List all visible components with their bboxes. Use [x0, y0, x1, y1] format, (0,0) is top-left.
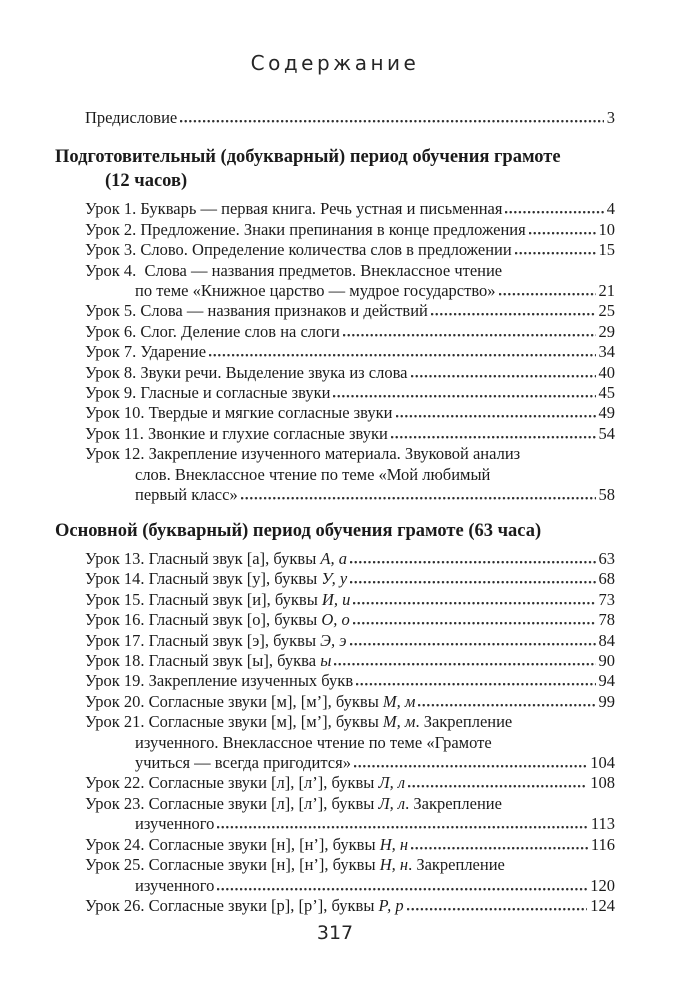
- entry-text: [85, 108, 177, 128]
- dot-leader: [408, 783, 587, 788]
- entry-text: [85, 199, 502, 219]
- entry-line: [85, 631, 615, 651]
- dot-leader: [431, 311, 596, 316]
- toc-entry: [85, 108, 615, 128]
- dot-leader: [418, 702, 595, 707]
- toc-entry: [85, 261, 615, 302]
- entry-page-number: 120: [590, 875, 615, 895]
- entry-text: [135, 733, 492, 753]
- entry-line: [85, 199, 615, 219]
- entry-text-italic: Л, л: [378, 773, 406, 793]
- dot-leader: [411, 845, 588, 850]
- entry-text-run: Урок 2. Предложение. Знаки препинания в конце предложения: [85, 219, 526, 239]
- dot-leader: [350, 559, 595, 564]
- entry-text: [135, 814, 214, 834]
- entry-text: [85, 444, 520, 464]
- toc-entry: [85, 610, 615, 630]
- entry-line: [85, 773, 615, 793]
- entry-line: [85, 896, 615, 916]
- entry-text: [85, 896, 404, 916]
- footer-page-number: 317: [316, 922, 354, 945]
- entry-text-run: по теме «Книжное царство — мудрое государство»: [135, 281, 496, 301]
- toc-entry: [85, 301, 615, 321]
- entry-text: [85, 712, 512, 732]
- dot-leader: [356, 681, 595, 686]
- entry-text-run: Урок 12. Закрепление изученного материала. Звуковой анализ: [85, 444, 521, 464]
- entry-page-number: 124: [590, 895, 615, 915]
- entry-text-run: Урок 5. Слова — названия признаков и действий: [85, 301, 428, 321]
- entry-page-number: 49: [598, 403, 615, 423]
- entry-page-number: 94: [598, 671, 615, 691]
- entry-line: [85, 424, 615, 444]
- toc-entry: [85, 590, 615, 610]
- entry-line: [85, 692, 615, 712]
- section-heading-line: [55, 170, 615, 194]
- dot-leader: [333, 393, 595, 398]
- dot-leader: [180, 118, 604, 123]
- entry-line: [85, 108, 615, 128]
- entry-text: [85, 220, 526, 240]
- dot-leader: [217, 824, 587, 829]
- entry-text: [85, 692, 415, 712]
- entry-page-number: 58: [598, 485, 615, 505]
- entry-line: [85, 671, 615, 691]
- entry-text: [85, 261, 502, 281]
- toc-entry: [85, 896, 615, 916]
- entry-line: [85, 261, 615, 281]
- toc-entry: [85, 199, 615, 219]
- entry-text: [85, 383, 330, 403]
- entry-text-run: Урок 11. Звонкие и глухие согласные звуки: [85, 423, 388, 443]
- dot-leader: [350, 641, 596, 646]
- dot-leader: [396, 413, 596, 418]
- entry-text-run: Урок 15. Гласный звук [и], буквы: [85, 589, 322, 609]
- toc-entry: [85, 671, 615, 691]
- entry-text-run: Урок 20. Согласные звуки [м], [м’], буквы: [85, 691, 383, 711]
- entry-text: [85, 671, 353, 691]
- entry-text-run: Урок 14. Гласный звук [у], буквы: [85, 569, 322, 589]
- entry-text: [85, 651, 331, 671]
- entry-page-number: 73: [598, 589, 615, 609]
- entry-text: [85, 342, 206, 362]
- entry-text: [135, 753, 351, 773]
- entry-line: [85, 465, 615, 485]
- entry-text-italic: М, м: [382, 712, 416, 732]
- entry-text: [85, 773, 405, 793]
- entry-page-number: 63: [598, 549, 615, 568]
- toc-entry: [85, 692, 615, 712]
- entry-text-run: Урок 8. Звуки речи. Выделение звука из слова: [85, 362, 408, 382]
- section-heading-text: [55, 146, 561, 170]
- toc-entry: [85, 651, 615, 671]
- dot-leader: [529, 230, 596, 235]
- entry-line: [85, 651, 615, 671]
- entry-text-run: Основной (букварный) период обучения грамоте (63 часа): [55, 520, 542, 541]
- entry-line: [85, 342, 615, 362]
- entry-line: [85, 322, 615, 342]
- entry-text: [85, 794, 502, 814]
- entry-text-run: Урок 23. Согласные звуки [л], [л’], буквы: [85, 793, 379, 813]
- entry-page-number: 78: [598, 610, 615, 630]
- entry-text-run: Урок 18. Гласный звук [ы], буква: [85, 651, 321, 671]
- entry-text-run: Урок 22. Согласные звуки [л], [л’], буквы: [85, 773, 379, 793]
- dot-leader: [241, 495, 596, 500]
- entry-text-italic: Н, н: [379, 834, 409, 854]
- entry-text: [135, 281, 496, 301]
- toc-entry: [85, 794, 615, 835]
- entry-line: [85, 220, 615, 240]
- entry-text-run: (12 часов): [105, 170, 188, 191]
- entry-page-number: 116: [590, 834, 615, 854]
- page-title: Содержание: [250, 51, 420, 75]
- entry-text: [85, 855, 505, 875]
- entry-page-number: 15: [598, 240, 615, 260]
- entry-page-number: 90: [598, 651, 615, 671]
- entry-line: [85, 383, 615, 403]
- entry-line: [85, 590, 615, 610]
- entry-text-italic: Л, л: [378, 793, 406, 813]
- entry-line: [85, 712, 615, 732]
- entry-text-run: изученного. Внеклассное чтение по теме «Грамоте: [135, 732, 492, 752]
- entry-page-number: 34: [598, 342, 615, 362]
- entry-page-number: 25: [598, 301, 615, 321]
- entry-line: [85, 753, 615, 773]
- entry-text-run: первый класс»: [135, 485, 238, 505]
- entry-page-number: 113: [590, 814, 615, 834]
- entry-page-number: 4: [606, 199, 615, 219]
- entry-line: [85, 485, 615, 505]
- toc-entry: [85, 363, 615, 383]
- entry-line: [85, 569, 615, 589]
- entry-text-italic: А, а: [320, 549, 348, 568]
- entry-text-italic: У, у: [321, 569, 348, 589]
- entry-page-number: 68: [598, 569, 615, 589]
- entry-text-run: Урок 25. Согласные звуки [н], [н’], буквы: [85, 855, 380, 875]
- dot-leader: [411, 373, 596, 378]
- entry-text-run: Урок 26. Согласные звуки [р], [р’], буквы: [85, 895, 379, 915]
- toc-entry: [85, 424, 615, 444]
- entry-text-run: Урок 10. Твердые и мягкие согласные звуки: [85, 403, 393, 423]
- entry-line: [85, 301, 615, 321]
- entry-text: [85, 363, 408, 383]
- entry-text: [135, 465, 490, 485]
- entry-line: [85, 403, 615, 423]
- entry-text: [85, 590, 350, 610]
- entry-line: [85, 835, 615, 855]
- entry-text-italic: ы: [320, 651, 332, 671]
- entry-text-run: Урок 9. Гласные и согласные звуки: [85, 383, 331, 403]
- entry-text-run: Урок 3. Слово. Определение количества слов в предложении: [85, 240, 512, 260]
- toc-entry: [85, 549, 615, 569]
- dot-leader: [353, 600, 595, 605]
- toc-entry: [85, 444, 615, 505]
- dot-leader: [353, 620, 596, 625]
- entry-text-run: Урок 24. Согласные звуки [н], [н’], буквы: [85, 834, 380, 854]
- entry-text-run: Урок 7. Ударение: [85, 342, 207, 362]
- toc-entry: [85, 835, 615, 855]
- entry-page-number: 104: [590, 753, 615, 773]
- entry-line: [85, 610, 615, 630]
- entry-text-run: Урок 16. Гласный звук [о], буквы: [85, 610, 322, 630]
- dot-leader: [505, 209, 603, 214]
- entry-text: [85, 301, 428, 321]
- toc-entry: [85, 240, 615, 260]
- entry-text-italic: Н, н: [379, 855, 409, 875]
- dot-leader: [499, 291, 596, 296]
- entry-text-run: учиться — всегда пригодится»: [135, 753, 351, 773]
- entry-text: [85, 240, 512, 260]
- entry-line: [85, 363, 615, 383]
- entry-line: [85, 855, 615, 875]
- toc-entry: [85, 322, 615, 342]
- entry-text-italic: Р, р: [378, 895, 404, 915]
- entry-text-run: Урок 21. Согласные звуки [м], [м’], буквы: [85, 712, 383, 732]
- toc-entry: [85, 383, 615, 403]
- entry-line: [85, 794, 615, 814]
- toc-entry: [85, 631, 615, 651]
- entry-text-italic: Э, э: [320, 630, 347, 650]
- entry-line: [85, 549, 615, 569]
- entry-text-run: Урок 1. Букварь — первая книга. Речь устная и письменная: [85, 199, 503, 219]
- toc-entry: [85, 220, 615, 240]
- section-heading-line: [55, 520, 615, 544]
- entry-line: [85, 814, 615, 834]
- toc-entry: [85, 712, 615, 773]
- entry-text: [135, 876, 214, 896]
- entry-text-run: . Закрепление: [415, 712, 513, 732]
- entry-text-run: Урок 13. Гласный звук [а], буквы: [85, 549, 321, 568]
- entry-text-run: . Закрепление: [408, 855, 505, 875]
- entry-text: [85, 403, 393, 423]
- toc-entry: [85, 569, 615, 589]
- section-heading-line: [55, 146, 615, 170]
- entry-text: [85, 631, 347, 651]
- entry-text-run: Урок 4. Слова — названия предметов. Внеклассное чтение: [85, 260, 503, 280]
- entry-page-number: 45: [598, 383, 615, 403]
- entry-text: [85, 569, 347, 589]
- entry-line: [85, 281, 615, 301]
- entry-text-italic: М, м: [382, 691, 416, 711]
- toc-section-heading: [55, 520, 615, 544]
- dot-leader: [350, 579, 595, 584]
- dot-leader: [334, 661, 595, 666]
- section-heading-text: [105, 170, 187, 194]
- entry-text: [85, 610, 350, 630]
- section-heading-text: [55, 520, 541, 544]
- entry-line: [85, 733, 615, 753]
- toc-section-heading: [55, 146, 615, 193]
- entry-text-run: слов. Внеклассное чтение по теме «Мой любимый: [135, 464, 491, 484]
- entry-text: [85, 322, 340, 342]
- toc-entry: [85, 403, 615, 423]
- entry-page-number: 84: [598, 630, 615, 650]
- entry-text-italic: И, и: [321, 589, 351, 609]
- toc-entry: [85, 773, 615, 793]
- entry-text-run: изученного: [135, 875, 215, 895]
- dot-leader: [515, 250, 596, 255]
- entry-text-run: Урок 17. Гласный звук [э], буквы: [85, 630, 321, 650]
- entry-line: [85, 444, 615, 464]
- dot-leader: [391, 434, 596, 439]
- entry-text: [85, 424, 388, 444]
- entry-text: [85, 835, 408, 855]
- entry-text: [85, 549, 347, 569]
- toc-entry: [85, 855, 615, 896]
- entry-text-run: Урок 6. Слог. Деление слов на слоги: [85, 321, 340, 341]
- dot-leader: [354, 763, 587, 768]
- dot-leader: [343, 332, 596, 337]
- entry-text-run: Подготовительный (добукварный) период обучения грамоте: [55, 147, 561, 168]
- entry-page-number: 29: [598, 321, 615, 341]
- entry-text-italic: О, о: [321, 610, 350, 630]
- entry-page-number: 99: [598, 691, 615, 711]
- entry-line: [85, 876, 615, 896]
- entry-line: [85, 240, 615, 260]
- entry-text-run: Предисловие: [85, 108, 178, 127]
- entry-text-run: Урок 19. Закрепление изученных букв: [85, 671, 354, 691]
- entry-page-number: 108: [590, 773, 615, 793]
- entry-text-run: . Закрепление: [405, 793, 502, 813]
- entry-text-run: изученного: [135, 814, 215, 834]
- entry-page-number: 3: [606, 108, 615, 127]
- entry-text: [135, 485, 238, 505]
- entry-page-number: 54: [598, 423, 615, 443]
- entry-page-number: 21: [598, 281, 615, 301]
- dot-leader: [407, 906, 588, 911]
- entry-page-number: 10: [598, 219, 615, 239]
- toc-entry: [85, 342, 615, 362]
- toc-list: [55, 108, 615, 916]
- dot-leader: [209, 352, 595, 357]
- dot-leader: [217, 886, 587, 891]
- entry-page-number: 40: [598, 362, 615, 382]
